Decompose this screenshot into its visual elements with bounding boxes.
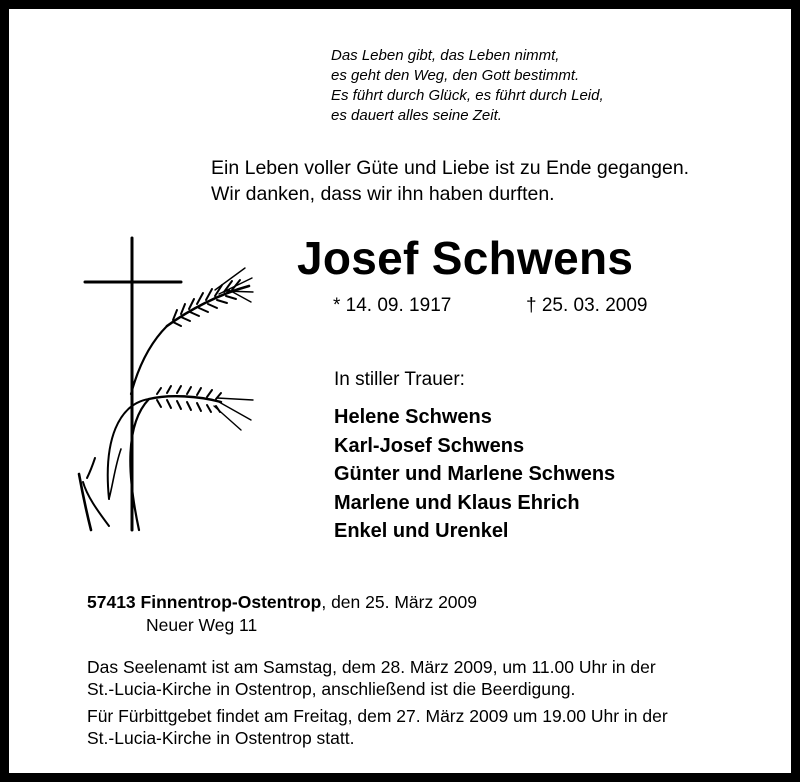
death-date: † 25. 03. 2009 <box>526 295 648 316</box>
notice-line: Das Seelenamt ist am Samstag, dem 28. März 2009, um 11.00 Uhr in der <box>87 657 656 677</box>
intro-text <box>211 155 689 207</box>
intro-line: Wir danken, dass wir ihn haben durften. <box>211 183 555 205</box>
deceased-name: Josef Schwens <box>297 232 634 284</box>
poem-line: es geht den Weg, den Gott bestimmt. <box>331 67 580 84</box>
mourner: Günter und Marlene Schwens <box>334 463 616 486</box>
poem <box>331 46 604 126</box>
notice-line: Für Fürbittgebet findet am Freitag, dem 27. März 2009 um 19.00 Uhr in der <box>87 706 668 726</box>
notice-line: St.-Lucia-Kirche in Ostentrop statt. <box>87 727 355 748</box>
mourner: Karl-Josef Schwens <box>334 434 525 457</box>
poem-line: es dauert alles seine Zeit. <box>331 107 502 124</box>
intro-line: Ein Leben voller Güte und Liebe ist zu Ende gegangen. <box>211 157 690 179</box>
place-and-date <box>87 592 477 613</box>
mourner: Helene Schwens <box>334 406 492 428</box>
mourners-list <box>334 403 615 546</box>
mourner: Marlene und Klaus Ehrich <box>334 491 580 514</box>
street-address: Neuer Weg 11 <box>146 615 258 635</box>
place-city: 57413 Finnentrop-Ostentrop <box>87 592 322 612</box>
poem-line: Es führt durch Glück, es führt durch Leid, <box>331 87 604 104</box>
mourning-label: In stiller Trauer: <box>334 369 465 390</box>
place-date: , den 25. März 2009 <box>321 592 477 612</box>
prayer-notice <box>87 706 668 749</box>
poem-line: Das Leben gibt, das Leben nimmt, <box>331 47 560 64</box>
requiem-notice <box>87 657 656 700</box>
mourner: Enkel und Urenkel <box>334 520 509 543</box>
cross-with-wheat-icon <box>69 234 259 539</box>
birth-date: * 14. 09. 1917 <box>333 295 452 316</box>
notice-line: St.-Lucia-Kirche in Ostentrop, anschließend ist die Beerdigung. <box>87 678 576 699</box>
